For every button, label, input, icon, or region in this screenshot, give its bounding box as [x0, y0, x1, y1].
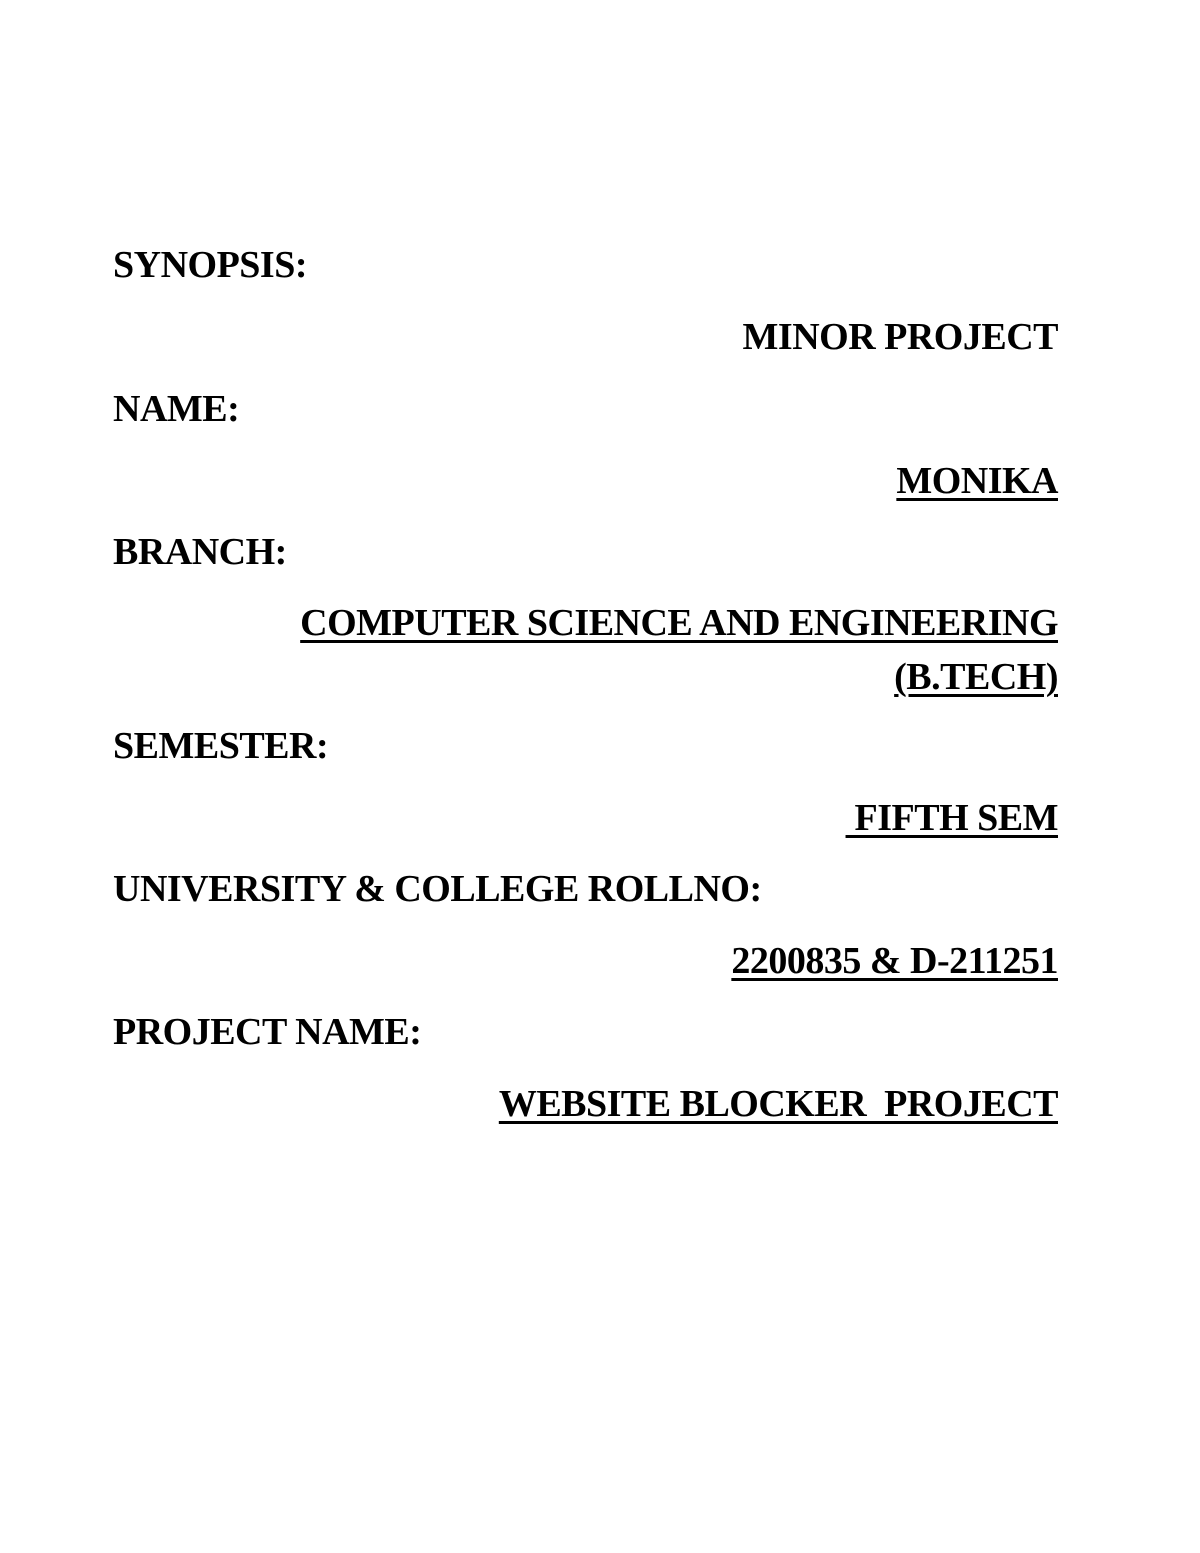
branch-value-line2: (B.TECH)	[894, 656, 1058, 698]
name-value: MONIKA	[896, 460, 1058, 502]
branch-value-line1: COMPUTER SCIENCE AND ENGINEERING	[300, 602, 1058, 644]
minor-project-heading: MINOR PROJECT	[742, 316, 1058, 358]
semester-value: FIFTH SEM	[845, 797, 1058, 839]
branch-label: BRANCH:	[113, 531, 287, 573]
synopsis-label: SYNOPSIS:	[113, 244, 307, 286]
project-name-label: PROJECT NAME:	[113, 1011, 422, 1053]
name-label: NAME:	[113, 388, 240, 430]
rollno-label: UNIVERSITY & COLLEGE ROLLNO:	[113, 868, 762, 910]
semester-label: SEMESTER:	[113, 725, 329, 767]
rollno-value: 2200835 & D-211251	[731, 940, 1058, 982]
project-name-value: WEBSITE BLOCKER PROJECT	[498, 1083, 1058, 1125]
